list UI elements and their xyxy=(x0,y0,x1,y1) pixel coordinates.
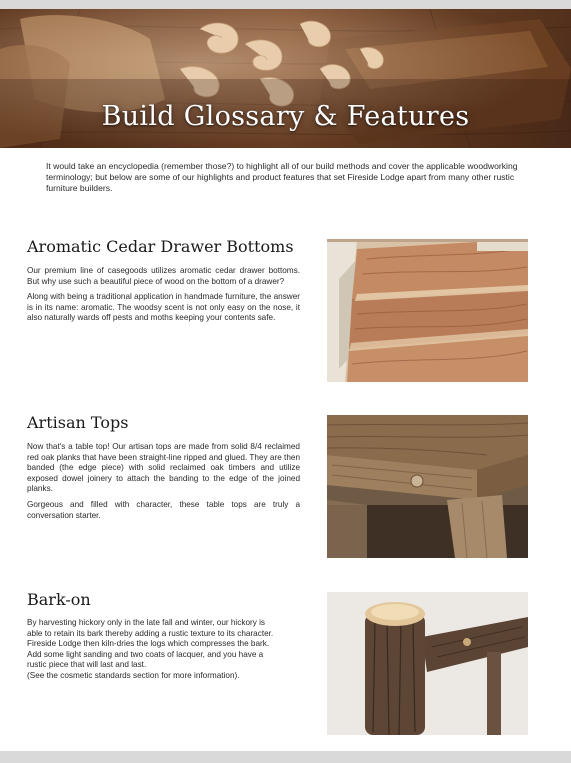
bark-on-hickory-photo xyxy=(327,592,528,735)
text-line: By harvesting hickory only in the late fall and winter, our hickory is xyxy=(27,618,266,627)
paragraph: Gorgeous and filled with character, these table tops are truly a conversation starter. xyxy=(27,499,300,520)
header-banner xyxy=(0,9,571,148)
paragraph: Along with being a traditional application in handmade furniture, the answer is in its name: aromatic. The woodsy scent is not only easy on the nose, it also naturally wards off pests and moths keeping your contents safe. xyxy=(27,292,300,323)
artisan-top-photo xyxy=(327,415,528,558)
text-line: (See the cosmetic standards section for more information). xyxy=(27,670,240,680)
text-line: able to retain its bark thereby adding a rustic texture to its character. xyxy=(27,628,274,638)
cedar-drawer-photo xyxy=(327,239,528,382)
section-body-artisan xyxy=(27,442,300,526)
section-title-artisan: Artisan Tops xyxy=(27,413,129,432)
section-title-cedar: Aromatic Cedar Drawer Bottoms xyxy=(27,237,294,256)
text-line: Fireside Lodge then kiln-dries the logs which compresses the bark. xyxy=(27,639,270,649)
text-line: rustic piece that will last and last. xyxy=(27,660,147,670)
document-page xyxy=(0,9,571,751)
section-body-bark-on xyxy=(27,618,317,682)
paragraph: Now that's a table top! Our artisan tops are made from solid 8/4 reclaimed red oak planks that have been straight-line ripped and glued. They are then banded (the edge piece) with solid reclaimed oak timbers and utilize exposed dowel joinery to attach the banding to the edge of the joined planks. xyxy=(27,442,300,494)
intro-paragraph: It would take an encyclopedia (remember those?) to highlight all of our build methods and cover the applicable woodworking terminology; but below are some of our highlights and product features that set Fireside Lodge apart from many other rustic furniture builders. xyxy=(46,161,518,193)
page-title: Build Glossary & Features xyxy=(101,101,470,132)
section-body-cedar xyxy=(27,266,300,329)
text-line: Add some light sanding and two coats of lacquer, and you have a xyxy=(27,649,264,659)
section-title-bark-on: Bark-on xyxy=(27,590,91,609)
paragraph: Our premium line of casegoods utilizes aromatic cedar drawer bottoms. But why use such a beautiful piece of wood on the bottom of a drawer? xyxy=(27,266,300,286)
